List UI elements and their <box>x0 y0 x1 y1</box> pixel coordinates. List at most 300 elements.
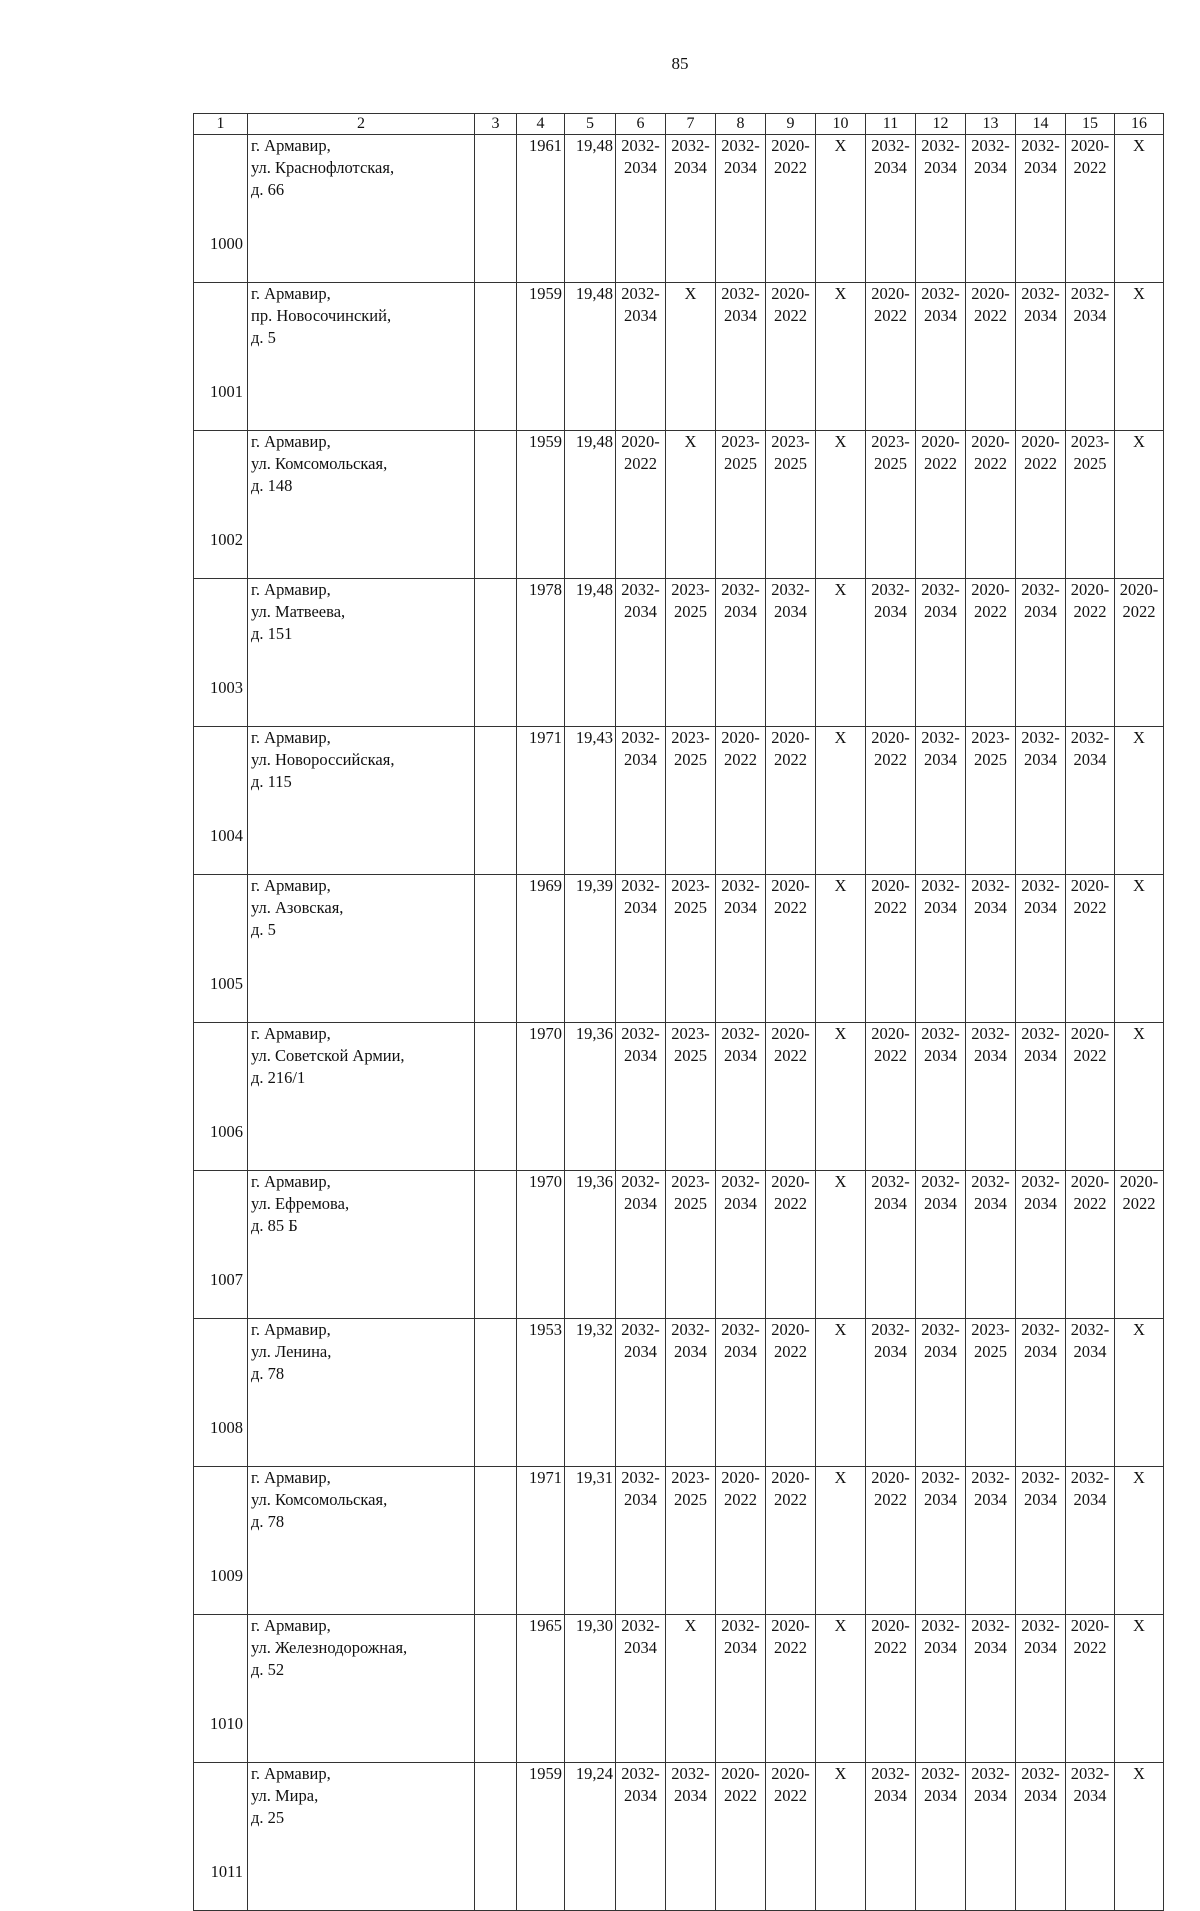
period-line: 2032- <box>1070 1764 1110 1783</box>
period-line: 2034 <box>724 1194 757 1213</box>
period-cell <box>966 1319 1016 1467</box>
period-line: 2022 <box>774 1638 807 1657</box>
period-cell <box>766 875 816 1023</box>
period-cell <box>666 431 716 579</box>
period-line: 2020- <box>1070 1024 1110 1043</box>
address-house: д. 78 <box>251 1512 285 1531</box>
period-line: 2032- <box>721 136 760 155</box>
period-line: 2032- <box>921 1172 960 1191</box>
period-cell <box>616 283 666 431</box>
period-cell <box>766 1171 816 1319</box>
period-line: 2020- <box>1070 136 1110 155</box>
period-cell <box>816 579 866 727</box>
period-cell <box>616 1615 666 1763</box>
period-line: 2034 <box>924 1490 957 1509</box>
period-line: 2020- <box>871 1468 910 1487</box>
period-line: 2020- <box>771 728 810 747</box>
period-line: 2020- <box>771 1468 810 1487</box>
period-line: 2023- <box>971 728 1010 747</box>
period-cell <box>616 1763 666 1911</box>
address-street: ул. Новороссийская, <box>251 750 395 769</box>
period-cell <box>616 1023 666 1171</box>
period-cell <box>616 1319 666 1467</box>
year-cell: 1965 <box>517 1615 565 1763</box>
row-number: 1007 <box>194 1171 248 1319</box>
period-cell <box>1066 135 1115 283</box>
period-line: X <box>1133 1616 1145 1635</box>
period-cell <box>666 1319 716 1467</box>
column-header-6: 6 <box>616 114 666 135</box>
address-cell <box>248 1023 475 1171</box>
period-line: 2022 <box>1073 1194 1107 1213</box>
period-line: 2023- <box>721 432 760 451</box>
column-3-cell <box>475 1467 517 1615</box>
period-line: 2034 <box>1024 1490 1057 1509</box>
period-cell <box>816 1615 866 1763</box>
address-street: ул. Матвеева, <box>251 602 346 621</box>
period-cell <box>1066 1763 1115 1911</box>
period-line: 2020- <box>1119 580 1159 599</box>
period-line: 2034 <box>624 898 657 917</box>
period-line: 2032- <box>871 1320 910 1339</box>
table-row <box>194 135 1164 283</box>
period-cell <box>1066 1319 1115 1467</box>
period-line: 2020- <box>721 1764 760 1783</box>
period-line: 2034 <box>874 158 907 177</box>
column-3-cell <box>475 579 517 727</box>
period-line: 2025 <box>874 454 907 473</box>
period-line: 2022 <box>774 898 807 917</box>
period-line: 2022 <box>974 306 1007 325</box>
period-cell <box>1115 1319 1164 1467</box>
period-line: 2022 <box>1073 1046 1107 1065</box>
period-cell <box>766 431 816 579</box>
period-line: 2022 <box>1073 158 1107 177</box>
period-cell <box>866 1763 916 1911</box>
column-header-10: 10 <box>816 114 866 135</box>
area-cell: 19,48 <box>565 135 616 283</box>
period-cell <box>716 727 766 875</box>
period-cell <box>666 1171 716 1319</box>
period-line: 2020- <box>771 1616 810 1635</box>
period-line: 2022 <box>874 1490 907 1509</box>
period-cell <box>1066 579 1115 727</box>
period-cell <box>816 1023 866 1171</box>
period-cell <box>666 727 716 875</box>
address-city: г. Армавир, <box>251 1320 331 1339</box>
period-line: 2025 <box>674 750 707 769</box>
period-cell <box>866 1467 916 1615</box>
period-line: X <box>834 1172 847 1191</box>
period-line: 2025 <box>974 750 1007 769</box>
period-line: X <box>834 284 847 303</box>
period-line: X <box>834 1468 847 1487</box>
column-3-cell <box>475 283 517 431</box>
period-line: 2022 <box>874 750 907 769</box>
period-line: 2034 <box>924 1638 957 1657</box>
period-line: 2034 <box>624 1342 657 1361</box>
period-line: 2020- <box>971 284 1010 303</box>
address-street: пр. Новосочинский, <box>251 306 392 325</box>
period-line: 2025 <box>674 1194 707 1213</box>
period-line: 2032- <box>1021 136 1060 155</box>
period-line: 2022 <box>1122 1194 1156 1213</box>
period-line: 2020- <box>1070 1172 1110 1191</box>
column-header-4: 4 <box>517 114 565 135</box>
period-line: 2020- <box>871 876 910 895</box>
period-line: X <box>1133 284 1145 303</box>
period-cell <box>966 1171 1016 1319</box>
address-cell <box>248 579 475 727</box>
period-line: 2022 <box>874 1046 907 1065</box>
period-cell <box>1066 283 1115 431</box>
period-line: 2034 <box>724 898 757 917</box>
period-cell <box>916 1467 966 1615</box>
period-cell <box>1115 579 1164 727</box>
column-3-cell <box>475 1171 517 1319</box>
period-line: 2034 <box>974 158 1007 177</box>
period-line: 2034 <box>1024 306 1057 325</box>
column-header-2: 2 <box>248 114 475 135</box>
period-line: 2020- <box>771 1764 810 1783</box>
period-cell <box>716 135 766 283</box>
period-line: 2032- <box>721 1172 760 1191</box>
period-line: 2034 <box>1024 1342 1057 1361</box>
period-cell <box>766 283 816 431</box>
period-line: 2020- <box>621 432 660 451</box>
column-header-3: 3 <box>475 114 517 135</box>
column-header-13: 13 <box>966 114 1016 135</box>
period-line: 2020- <box>771 136 810 155</box>
column-header-1: 1 <box>194 114 248 135</box>
period-line: 2022 <box>1073 1638 1107 1657</box>
period-line: 2032- <box>721 876 760 895</box>
period-line: 2034 <box>924 1194 957 1213</box>
period-cell <box>1115 1171 1164 1319</box>
period-line: 2023- <box>871 432 910 451</box>
table-row <box>194 283 1164 431</box>
period-cell <box>666 1763 716 1911</box>
period-cell <box>966 1467 1016 1615</box>
period-cell <box>766 727 816 875</box>
period-line: 2025 <box>774 454 807 473</box>
period-line: 2032- <box>621 580 660 599</box>
period-line: 2032- <box>921 1468 960 1487</box>
period-line: 2034 <box>974 898 1007 917</box>
period-line: 2022 <box>1122 602 1156 621</box>
period-line: 2020- <box>1119 1172 1159 1191</box>
address-city: г. Армавир, <box>251 580 331 599</box>
period-line: X <box>1133 876 1145 895</box>
period-line: 2034 <box>624 750 657 769</box>
period-line: 2032- <box>621 1616 660 1635</box>
period-cell <box>1115 1467 1164 1615</box>
period-line: 2032- <box>1021 1616 1060 1635</box>
column-header-11: 11 <box>866 114 916 135</box>
period-line: 2034 <box>1024 1194 1057 1213</box>
table-row <box>194 727 1164 875</box>
period-line: X <box>684 1616 697 1635</box>
period-line: 2022 <box>974 454 1007 473</box>
period-cell <box>666 579 716 727</box>
period-cell <box>916 135 966 283</box>
address-house: д. 85 Б <box>251 1216 298 1235</box>
period-line: 2022 <box>774 158 807 177</box>
table-row <box>194 1467 1164 1615</box>
period-line: 2022 <box>724 1490 757 1509</box>
period-line: 2032- <box>621 1764 660 1783</box>
period-cell <box>1066 1171 1115 1319</box>
period-cell <box>1115 135 1164 283</box>
period-cell <box>666 875 716 1023</box>
period-line: 2020- <box>971 432 1010 451</box>
period-line: 2034 <box>924 1786 957 1805</box>
period-line: X <box>684 284 697 303</box>
period-cell <box>816 727 866 875</box>
period-line: 2022 <box>874 1638 907 1657</box>
period-line: 2032- <box>1021 580 1060 599</box>
period-line: 2034 <box>774 602 807 621</box>
period-line: X <box>684 432 697 451</box>
year-cell: 1961 <box>517 135 565 283</box>
address-cell <box>248 135 475 283</box>
address-house: д. 148 <box>251 476 293 495</box>
row-number: 1001 <box>194 283 248 431</box>
period-line: 2032- <box>871 580 910 599</box>
period-cell <box>766 135 816 283</box>
period-cell <box>616 431 666 579</box>
table-row <box>194 1763 1164 1911</box>
period-line: 2022 <box>874 898 907 917</box>
period-cell <box>916 283 966 431</box>
table-header <box>194 114 1164 135</box>
column-3-cell <box>475 1763 517 1911</box>
area-cell: 19,24 <box>565 1763 616 1911</box>
period-line: X <box>834 1616 847 1635</box>
period-line: 2034 <box>1073 1490 1107 1509</box>
address-street: ул. Краснофлотская, <box>251 158 395 177</box>
period-line: 2032- <box>1021 1764 1060 1783</box>
period-cell <box>816 1763 866 1911</box>
period-line: X <box>834 876 847 895</box>
period-cell <box>666 1023 716 1171</box>
period-line: 2034 <box>1073 306 1107 325</box>
table-row <box>194 431 1164 579</box>
period-line: 2034 <box>624 1194 657 1213</box>
period-line: X <box>1133 1320 1145 1339</box>
period-cell <box>766 1615 816 1763</box>
table-row <box>194 875 1164 1023</box>
period-cell <box>616 727 666 875</box>
period-cell <box>966 1023 1016 1171</box>
period-line: 2032- <box>1070 284 1110 303</box>
period-cell <box>1016 1467 1066 1615</box>
period-cell <box>866 431 916 579</box>
period-cell <box>766 1023 816 1171</box>
column-header-8: 8 <box>716 114 766 135</box>
period-line: 2020- <box>771 1024 810 1043</box>
period-cell <box>1016 283 1066 431</box>
period-cell <box>866 1023 916 1171</box>
period-line: 2022 <box>774 1342 807 1361</box>
period-line: 2034 <box>624 1490 657 1509</box>
period-cell <box>816 283 866 431</box>
period-line: 2032- <box>1021 284 1060 303</box>
column-3-cell <box>475 135 517 283</box>
address-cell <box>248 431 475 579</box>
year-cell: 1959 <box>517 283 565 431</box>
period-line: 2020- <box>721 728 760 747</box>
period-line: 2020- <box>771 876 810 895</box>
period-line: 2032- <box>1021 876 1060 895</box>
column-header-16: 16 <box>1115 114 1164 135</box>
page-number: 85 <box>671 54 689 73</box>
address-city: г. Армавир, <box>251 728 331 747</box>
period-line: 2032- <box>1021 1468 1060 1487</box>
address-street: ул. Ефремова, <box>251 1194 350 1213</box>
period-line: 2022 <box>774 306 807 325</box>
period-line: 2022 <box>724 1786 757 1805</box>
period-cell <box>1115 431 1164 579</box>
column-3-cell <box>475 431 517 579</box>
period-cell <box>1115 1615 1164 1763</box>
period-line: 2032- <box>621 1468 660 1487</box>
period-line: X <box>834 1320 847 1339</box>
period-cell <box>666 135 716 283</box>
column-3-cell <box>475 1615 517 1763</box>
period-line: 2034 <box>724 158 757 177</box>
year-cell: 1959 <box>517 1763 565 1911</box>
period-cell <box>1016 1023 1066 1171</box>
period-line: 2032- <box>671 1764 710 1783</box>
row-number: 1009 <box>194 1467 248 1615</box>
period-cell <box>866 135 916 283</box>
period-cell <box>716 1615 766 1763</box>
period-line: 2025 <box>674 898 707 917</box>
period-cell <box>1016 727 1066 875</box>
period-line: 2032- <box>1021 1172 1060 1191</box>
period-cell <box>1115 1023 1164 1171</box>
period-line: 2034 <box>674 1342 707 1361</box>
address-house: д. 52 <box>251 1660 285 1679</box>
table-row <box>194 1023 1164 1171</box>
period-line: 2032- <box>871 136 910 155</box>
row-number: 1002 <box>194 431 248 579</box>
year-cell: 1970 <box>517 1171 565 1319</box>
period-line: 2020- <box>721 1468 760 1487</box>
period-line: 2032- <box>971 1468 1010 1487</box>
period-line: 2034 <box>924 750 957 769</box>
area-cell: 19,48 <box>565 431 616 579</box>
address-city: г. Армавир, <box>251 876 331 895</box>
period-line: 2020- <box>971 580 1010 599</box>
header-row <box>194 114 1164 135</box>
address-street: ул. Ленина, <box>251 1342 332 1361</box>
address-city: г. Армавир, <box>251 1468 331 1487</box>
period-line: X <box>834 136 847 155</box>
column-3-cell <box>475 875 517 1023</box>
period-line: X <box>834 432 847 451</box>
period-line: 2032- <box>621 1320 660 1339</box>
table-row <box>194 1171 1164 1319</box>
period-line: 2025 <box>1073 454 1107 473</box>
address-city: г. Армавир, <box>251 284 331 303</box>
address-house: д. 5 <box>251 920 276 939</box>
period-line: 2032- <box>1070 1320 1110 1339</box>
period-cell <box>616 135 666 283</box>
period-line: 2032- <box>921 1024 960 1043</box>
period-line: 2022 <box>1073 602 1107 621</box>
period-line: 2022 <box>924 454 957 473</box>
address-cell <box>248 875 475 1023</box>
period-line: 2034 <box>874 1786 907 1805</box>
period-line: X <box>834 1764 847 1783</box>
period-line: 2020- <box>771 1320 810 1339</box>
period-line: 2034 <box>874 1194 907 1213</box>
period-line: X <box>1133 1468 1145 1487</box>
period-line: X <box>834 728 847 747</box>
period-line: 2034 <box>924 158 957 177</box>
area-cell: 19,32 <box>565 1319 616 1467</box>
period-line: 2034 <box>624 1046 657 1065</box>
period-cell <box>616 1171 666 1319</box>
period-line: 2034 <box>874 602 907 621</box>
period-line: 2034 <box>624 1638 657 1657</box>
period-line: 2022 <box>724 750 757 769</box>
period-line: 2034 <box>1024 1638 1057 1657</box>
period-line: 2020- <box>771 1172 810 1191</box>
period-cell <box>1115 283 1164 431</box>
period-cell <box>1016 1319 1066 1467</box>
table-row <box>194 1615 1164 1763</box>
period-line: 2032- <box>971 1024 1010 1043</box>
period-line: 2032- <box>721 284 760 303</box>
period-line: X <box>1133 136 1145 155</box>
row-number: 1011 <box>194 1763 248 1911</box>
period-line: 2032- <box>921 136 960 155</box>
period-line: 2034 <box>974 1638 1007 1657</box>
period-line: 2020- <box>1021 432 1060 451</box>
period-cell <box>866 579 916 727</box>
period-cell <box>816 875 866 1023</box>
period-line: 2032- <box>1021 728 1060 747</box>
period-cell <box>716 1763 766 1911</box>
area-cell: 19,30 <box>565 1615 616 1763</box>
period-cell <box>716 875 766 1023</box>
column-3-cell <box>475 727 517 875</box>
period-line: 2022 <box>774 1046 807 1065</box>
period-cell <box>966 431 1016 579</box>
period-cell <box>1016 1615 1066 1763</box>
period-line: 2020- <box>871 284 910 303</box>
period-line: 2034 <box>624 306 657 325</box>
address-cell <box>248 1763 475 1911</box>
period-line: 2032- <box>971 136 1010 155</box>
table-row <box>194 579 1164 727</box>
period-cell <box>1066 727 1115 875</box>
period-line: 2034 <box>924 1342 957 1361</box>
period-cell <box>616 875 666 1023</box>
period-cell <box>916 1615 966 1763</box>
period-line: 2034 <box>724 602 757 621</box>
area-cell: 19,43 <box>565 727 616 875</box>
address-cell <box>248 1171 475 1319</box>
year-cell: 1971 <box>517 727 565 875</box>
period-cell <box>1016 1763 1066 1911</box>
address-city: г. Армавир, <box>251 1764 331 1783</box>
area-cell: 19,39 <box>565 875 616 1023</box>
period-line: 2034 <box>974 1194 1007 1213</box>
